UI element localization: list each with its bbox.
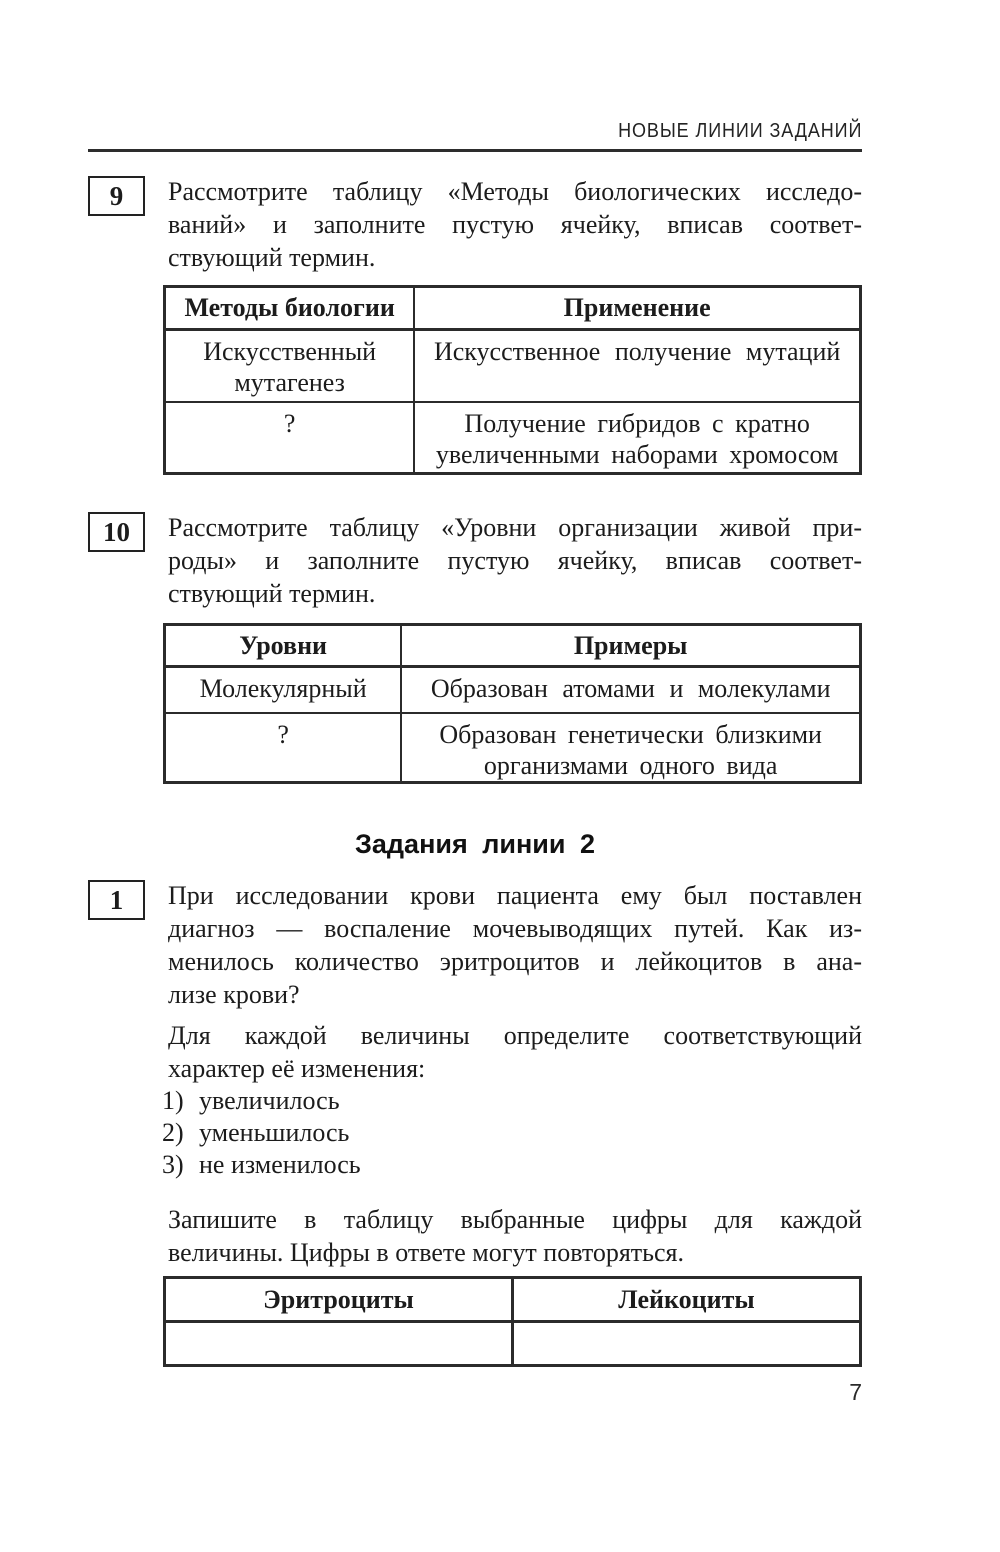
cell-line: Молекулярный xyxy=(199,674,367,703)
table-row xyxy=(165,713,861,783)
option-label: увеличилось xyxy=(199,1086,340,1115)
table-header-row xyxy=(165,1278,861,1322)
answer-cell-erythrocytes xyxy=(165,1322,513,1366)
table-row xyxy=(165,667,861,713)
table-cell xyxy=(401,667,860,713)
task-9-number-box xyxy=(88,176,145,216)
answer-cell-leukocytes xyxy=(513,1322,861,1366)
answer-table xyxy=(163,1276,862,1367)
table-header-row xyxy=(165,625,861,667)
table-cell xyxy=(414,402,860,474)
table-cell xyxy=(401,713,860,783)
criteria-paragraph xyxy=(168,1019,862,1085)
table-header-row xyxy=(165,287,861,330)
task-10-number-box xyxy=(88,512,145,552)
task-9-text xyxy=(168,175,862,274)
table-cell xyxy=(414,330,860,402)
option-item xyxy=(162,1085,862,1117)
task-1-text xyxy=(168,879,862,1011)
task-line: лизе крови? xyxy=(168,980,300,1009)
option-label: не изменилось xyxy=(199,1150,361,1179)
table-cell xyxy=(165,330,415,402)
cell-line: мутагенез xyxy=(234,368,345,397)
question-mark-cell xyxy=(165,713,402,783)
cell-line: Получение гибридов с кратно xyxy=(464,408,810,438)
paragraph-line: Запишите в таблицу выбранные цифры для каждой xyxy=(168,1205,862,1234)
table-row xyxy=(165,402,861,474)
levels-table xyxy=(163,623,862,784)
task-line: менилось количество эритроцитов и лейкоцитов в ана- xyxy=(168,947,862,976)
task-line: Рассмотрите таблицу «Методы биологических исследо- xyxy=(168,177,862,206)
section-heading: Задания линии 2 xyxy=(354,829,596,859)
cell-line: ? xyxy=(283,408,296,438)
answer-row xyxy=(165,1322,861,1366)
question-mark-cell xyxy=(165,402,415,474)
cell-line: Образован генетически близкими xyxy=(439,719,822,749)
cell-line: организмами одного вида xyxy=(483,750,778,780)
task-9-number: 9 xyxy=(109,180,124,211)
task-1-number-box xyxy=(88,880,145,920)
table-row xyxy=(165,330,861,402)
option-number: 1) xyxy=(162,1086,184,1115)
task-line: При исследовании крови пациента ему был поставлен xyxy=(168,881,862,910)
task-line: роды» и заполните пустую ячейку, вписав соответ- xyxy=(168,546,862,575)
cell-line: увеличенными наборами хромосом xyxy=(435,439,839,469)
task-1 xyxy=(88,879,862,1011)
task-line: Рассмотрите таблицу «Уровни организации живой при- xyxy=(168,513,862,542)
task-line: ваний» и заполните пустую ячейку, вписав соответ- xyxy=(168,210,862,239)
task-10-text xyxy=(168,511,862,610)
cell-line: Искусственный xyxy=(203,337,377,366)
leukocytes-header-cell: Лейкоциты xyxy=(513,1278,861,1322)
methods-table xyxy=(163,285,862,475)
application-header-cell: Применение xyxy=(414,287,860,330)
cell-line: Образован атомами и молекулами xyxy=(430,674,831,703)
methods-header-cell: Методы биологии xyxy=(165,287,415,330)
page-number: 7 xyxy=(849,1379,862,1405)
option-item xyxy=(162,1149,862,1181)
task-line: диагноз — воспаление мочевыводящих путей. Как из- xyxy=(168,914,862,943)
instruction-paragraph xyxy=(168,1203,862,1269)
table-cell xyxy=(165,667,402,713)
running-header xyxy=(88,120,862,142)
task-line: ствующий термин. xyxy=(168,243,376,272)
cell-line: Искусственное получение мутаций xyxy=(433,337,841,366)
paragraph-line: Для каждой величины определите соответствующий xyxy=(168,1021,862,1050)
option-number: 2) xyxy=(162,1118,184,1147)
option-label: уменьшилось xyxy=(199,1118,350,1147)
running-header-text: НОВЫЕ ЛИНИИ ЗАДАНИЙ xyxy=(617,120,862,142)
options-list xyxy=(88,1085,862,1181)
option-number: 3) xyxy=(162,1150,184,1179)
examples-header-cell: Примеры xyxy=(401,625,860,667)
option-item xyxy=(162,1117,862,1149)
header-rule xyxy=(88,149,862,152)
levels-header-cell: Уровни xyxy=(165,625,402,667)
task-10-number: 10 xyxy=(103,516,130,547)
cell-line: ? xyxy=(277,719,289,749)
task-line: ствующий термин. xyxy=(168,579,376,608)
task-10 xyxy=(88,511,862,610)
paragraph-line: величины. Цифры в ответе могут повторяться. xyxy=(168,1238,685,1267)
erythrocytes-header-cell: Эритроциты xyxy=(165,1278,513,1322)
paragraph-line: характер её изменения: xyxy=(168,1054,426,1083)
task-9 xyxy=(88,175,862,274)
task-1-number: 1 xyxy=(109,884,124,915)
